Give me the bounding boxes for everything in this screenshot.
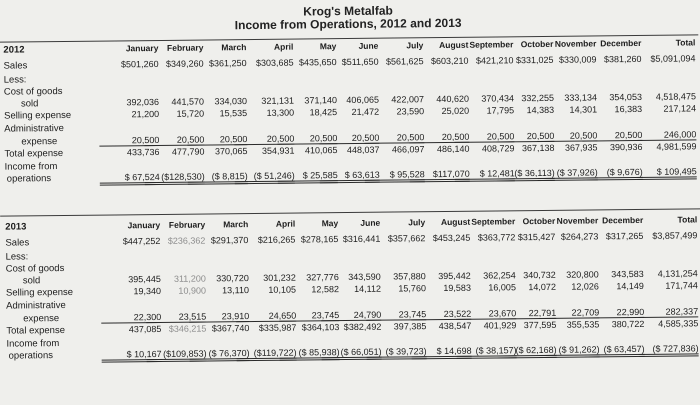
row-label: sold [20,98,39,110]
cell-admin: 20,500 [234,134,294,146]
row-label: Less: [5,251,29,263]
row-label: Income from [6,338,60,350]
cell-income: ($ 62,168) [497,345,557,359]
month-header: April [275,218,296,229]
cell-sales: $453,245 [432,232,471,244]
cell-income: ($ 51,246) [235,171,295,185]
cell-admin: 24,650 [236,311,296,323]
cell-total: 4,585,335 [658,318,699,329]
cell-total: 410,065 [304,145,338,156]
cell-sales: $331,025 [515,54,554,66]
cell-income: $117,070 [410,169,470,183]
row-label: Total expense [4,148,64,160]
year-label: 2013 [5,221,27,233]
cell-selling: 13,110 [222,285,249,296]
row-label: Less: [3,74,27,86]
month-header: January [125,42,159,54]
month-header: July [408,217,426,228]
cell-selling: 14,301 [569,104,598,115]
row-label: operations [6,173,52,185]
cell-admin: 246,000 [636,129,696,141]
cell-admin: 22,990 [584,307,644,319]
month-header: May [319,41,337,52]
cell-selling: 21,472 [351,106,380,117]
cell-selling: 13,300 [266,107,295,118]
cell-cogs: 343,590 [348,271,381,283]
cell-income: $ 12,481 [455,168,515,182]
cell-admin: 23,745 [366,309,426,321]
month-header: October [520,38,554,50]
cell-total: 390,936 [609,141,643,153]
month-header: April [273,41,294,52]
month-header: Total [677,214,698,225]
cell-sales: $291,370 [210,235,249,246]
cell-sales: $3,857,499 [652,230,698,241]
cell-income: ($ 8,815) [188,171,248,185]
month-header: Total [675,37,696,48]
cell-admin: 22,791 [496,308,556,320]
cell-cogs: 440,620 [436,93,469,105]
cell-admin: 20,500 [319,133,379,145]
row-label: sold [22,275,41,287]
cell-total: 401,929 [483,320,517,331]
cell-admin: 20,500 [187,134,247,146]
month-header: August [439,39,469,51]
row-label: Administrative [4,122,64,135]
cell-income: ($ 66,051) [322,347,382,361]
month-header: September [469,39,514,50]
month-header: March [221,42,247,53]
cell-income: ($119,722) [237,348,297,362]
cell-sales: $511,650 [341,56,379,68]
month-header: November [556,215,599,226]
cell-sales: $315,427 [517,231,556,243]
cell-selling: 21,200 [131,108,160,120]
cell-total: 408,729 [481,143,515,154]
cell-income: ($ 36,113) [495,168,555,182]
cell-selling: 12,026 [571,281,599,292]
month-header: December [600,37,642,49]
cell-admin: 20,500 [409,132,469,144]
cell-sales: $421,210 [475,55,514,66]
cell-admin: 22,709 [539,307,599,319]
cell-total: 4,981,599 [656,141,697,152]
cell-sales: $501,260 [120,58,159,70]
cell-total: 367,138 [521,142,555,154]
month-header: June [360,217,381,228]
row-label: operations [8,350,54,362]
cell-admin: 23,522 [411,309,471,321]
cell-sales: $5,091,094 [650,53,696,64]
month-header: September [471,216,516,227]
cell-selling: 18,425 [309,107,338,118]
cell-selling: 25,020 [441,105,470,117]
row-label: Cost of goods [3,86,63,98]
cell-income: $ 95,528 [365,169,425,183]
cell-selling: 14,149 [616,280,644,292]
row-label: Cost of goods [5,262,65,275]
cell-selling: 10,900 [178,285,206,296]
cell-selling: 217,124 [663,103,697,114]
cell-total: $367,740 [211,323,250,334]
cell-selling: 14,112 [354,283,381,294]
cell-selling: 19,340 [133,285,161,297]
cell-cogs: 362,254 [483,270,516,281]
cell-income: ($ 727,836) [639,343,699,357]
cell-total: 448,037 [346,144,380,156]
cell-total: 433,736 [126,146,160,158]
month-header: February [168,219,206,230]
cell-total: 380,722 [611,318,645,330]
cell-cogs: 333,134 [564,92,597,103]
cell-admin: 24,790 [321,310,381,322]
cell-admin: 20,500 [277,133,337,145]
cell-total: $382,492 [343,321,382,333]
cell-sales: $435,650 [298,57,337,68]
cell-total: 355,535 [566,319,600,330]
cell-cogs: 334,030 [214,96,248,107]
month-header: March [223,219,249,230]
cell-cogs: 332,255 [521,92,554,104]
cell-sales: $317,265 [605,230,644,242]
row-label: Sales [5,237,30,249]
cell-selling: 17,795 [486,105,515,116]
cell-income: ($ 85,938) [280,347,340,361]
cell-admin: 23,910 [189,311,249,323]
cell-cogs: 395,442 [438,270,471,282]
cell-sales: $561,625 [385,56,424,67]
cell-cogs: 301,232 [263,272,296,283]
cell-admin: 23,515 [146,312,206,324]
cell-cogs: 311,200 [173,273,206,284]
cell-total: 466,097 [391,144,425,155]
row-label: expense [21,136,58,148]
cell-cogs: 441,570 [171,96,205,107]
cell-admin: 20,500 [454,131,514,143]
row-label: Selling expense [4,109,72,122]
cell-income: ($ 63,457) [585,344,645,358]
cell-sales: $236,362 [167,235,206,246]
cell-sales: $264,273 [560,231,599,242]
month-header: December [602,214,644,226]
cell-sales: $330,009 [558,54,597,65]
cell-admin: 23,670 [456,308,516,320]
cell-income: ($ 76,370) [190,348,250,362]
cell-sales: $447,252 [122,235,161,247]
cell-income: $ 109,495 [637,166,697,180]
statement-subtitle: Income from Operations, 2012 and 2013 [234,15,462,33]
cell-selling: 15,720 [176,108,205,119]
cell-cogs: 354,053 [609,91,642,103]
cell-cogs: 340,732 [523,269,556,281]
month-header: November [554,38,597,49]
month-header: May [321,218,339,229]
cell-income: $ 25,585 [278,170,338,184]
cell-cogs: 395,445 [128,273,161,285]
cell-income: ($109,853) [147,349,207,363]
cell-total: 397,385 [393,321,427,332]
cell-selling: 16,383 [614,103,643,115]
cell-admin: 20,500 [537,130,597,142]
month-header: June [358,40,379,51]
cell-cogs: 392,036 [126,96,160,108]
cell-cogs: 330,720 [216,273,249,284]
cell-income: ($ 91,262) [540,344,600,358]
cell-total: $364,103 [301,322,340,333]
row-label: Sales [3,60,28,72]
cell-total: 354,931 [261,145,295,156]
row-label: Income from [4,161,58,173]
cell-sales: $381,260 [603,53,642,65]
cell-admin: 282,337 [638,306,698,318]
cell-selling: 14,383 [526,104,555,116]
cell-cogs: 320,800 [566,269,599,280]
month-header: January [127,219,161,231]
cell-cogs: 327,776 [306,272,339,283]
cell-cogs: 343,583 [611,268,644,280]
cell-sales: $216,265 [257,234,296,245]
month-header: July [406,40,424,51]
cell-selling: 16,005 [488,282,516,293]
cell-admin: 23,745 [279,310,339,322]
cell-income: $ 14,698 [412,346,472,360]
cell-total: $335,987 [258,322,297,333]
row-label: expense [23,313,60,325]
row-label: Administrative [6,299,66,312]
cell-admin: 20,500 [364,132,424,144]
cell-total: 367,935 [564,142,598,153]
cell-cogs: 321,131 [261,95,295,106]
cell-total: 377,595 [523,319,557,331]
month-header: October [522,215,556,227]
cell-cogs: 370,434 [481,93,514,104]
cell-selling: 23,590 [396,106,425,117]
cell-selling: 14,072 [528,281,556,293]
cell-income: ($ 39,723) [367,346,427,360]
row-label: Selling expense [5,286,74,299]
cell-admin: 20,500 [144,135,204,147]
month-header: August [440,216,471,228]
cell-cogs: 371,140 [304,95,338,106]
cell-sales: $303,685 [255,57,294,68]
cell-admin: 22,300 [101,312,161,324]
cell-sales: $357,662 [387,233,426,244]
cell-selling: 171,744 [665,280,698,291]
cell-total: 486,140 [436,143,470,155]
cell-total: $346,215 [168,323,207,334]
cell-income: ($ 9,676) [583,167,643,181]
cell-cogs: 406,065 [346,94,379,106]
cell-income: ($ 38,157) [457,345,517,359]
cell-cogs: 4,131,254 [657,268,698,279]
cell-total: 370,065 [214,146,248,157]
cell-total: 438,547 [438,320,472,332]
row-label: Total expense [6,324,66,337]
cell-selling: 12,582 [311,284,339,295]
cell-total: 477,790 [171,146,205,157]
cell-selling: 15,535 [219,108,248,119]
cell-admin: 20,500 [99,135,159,147]
cell-income: $ 67,524 [100,172,160,186]
cell-selling: 10,105 [268,284,296,295]
cell-sales: $603,210 [430,55,469,67]
cell-admin: 20,500 [582,130,642,142]
year-label: 2012 [3,44,25,56]
cell-income: ($128,530) [145,172,205,186]
cell-income: ($ 37,926) [538,167,598,181]
cell-admin: 20,500 [494,131,554,143]
cell-selling: 19,583 [443,282,471,294]
cell-income: $ 10,167 [102,349,162,363]
cell-sales: $363,772 [477,232,516,243]
cell-total: 437,085 [128,323,162,335]
cell-cogs: 4,518,475 [655,91,696,102]
month-header: February [166,42,204,53]
cell-sales: $361,250 [208,58,247,69]
cell-sales: $316,441 [342,233,381,245]
cell-cogs: 422,007 [391,94,424,105]
company-title: Krog's Metalfab [303,3,393,19]
cell-income: $ 63,613 [320,170,380,184]
cell-cogs: 357,880 [393,271,426,282]
cell-selling: 15,760 [398,283,426,294]
cell-sales: $349,260 [165,58,204,69]
cell-sales: $278,165 [300,234,339,245]
